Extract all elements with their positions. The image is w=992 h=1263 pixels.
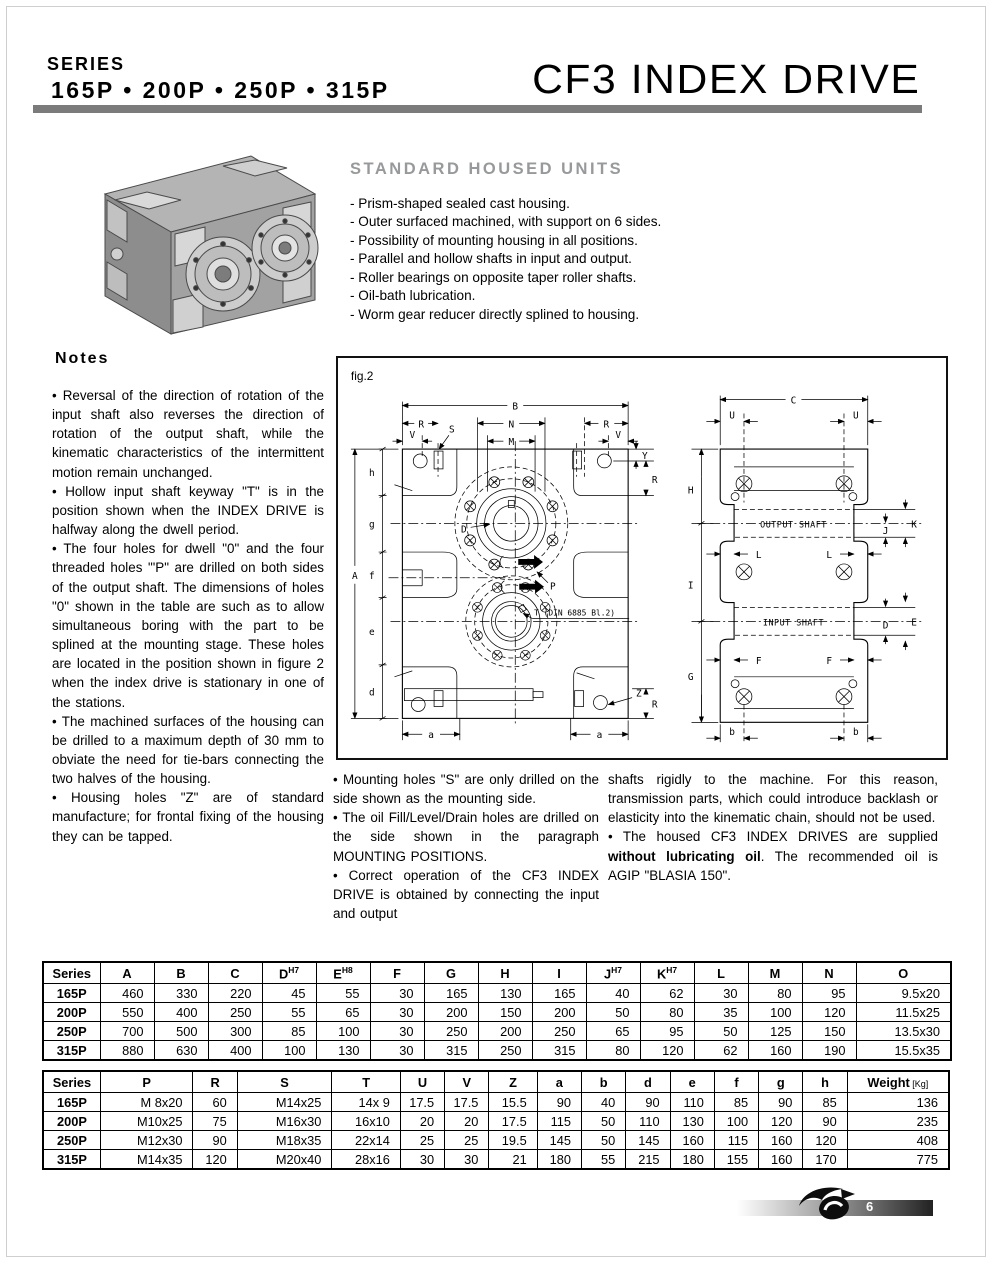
value-cell: 630 bbox=[154, 1041, 208, 1061]
value-cell: 160 bbox=[670, 1131, 714, 1150]
column-header: S bbox=[237, 1071, 332, 1093]
value-cell: 55 bbox=[262, 1003, 316, 1022]
value-cell: 50 bbox=[582, 1112, 626, 1131]
dim-V-left bbox=[392, 430, 432, 457]
dim-A bbox=[351, 449, 399, 718]
dim-label-P: P bbox=[550, 581, 556, 593]
dim-label-R: R bbox=[651, 474, 658, 486]
dim-label-a: a bbox=[596, 730, 603, 742]
dim-a-left bbox=[402, 718, 459, 741]
value-cell: 9.5x20 bbox=[856, 984, 951, 1003]
dim-Y bbox=[613, 441, 654, 469]
text-segment: . The recommended oil is AGIP "BLASIA 150". bbox=[608, 848, 938, 883]
value-cell: 200 bbox=[424, 1003, 478, 1022]
dim-label-a: a bbox=[428, 730, 434, 742]
value-cell: M12x30 bbox=[100, 1131, 193, 1150]
column-header: I bbox=[532, 962, 586, 984]
output-flange-photo bbox=[186, 237, 260, 311]
note-paragraph: • Correct operation of the CF3 INDEX DRIVE is obtained by connecting the input and output bbox=[333, 867, 599, 922]
series-cell: 250P bbox=[43, 1131, 100, 1150]
column-header: M bbox=[748, 962, 802, 984]
front-view bbox=[351, 401, 658, 741]
value-cell: 400 bbox=[208, 1041, 262, 1061]
table-row bbox=[43, 1150, 949, 1170]
dim-label-H: H bbox=[687, 485, 694, 497]
value-cell: 90 bbox=[803, 1112, 847, 1131]
value-cell: 30 bbox=[694, 984, 748, 1003]
value-cell: 40 bbox=[582, 1093, 626, 1112]
column-header: U bbox=[400, 1071, 444, 1093]
value-cell: 14x 9 bbox=[332, 1093, 400, 1112]
note-paragraph: • The oil Fill/Level/Drain holes are drilled on the side shown in the paragraph MOUNTING POSITIONS. bbox=[333, 810, 599, 864]
value-cell: 180 bbox=[537, 1150, 581, 1170]
column-header: Series bbox=[43, 962, 100, 984]
value-cell: 250 bbox=[424, 1022, 478, 1041]
value-cell: 145 bbox=[537, 1131, 581, 1150]
notes-title: Notes bbox=[55, 350, 110, 367]
right-column bbox=[608, 770, 938, 885]
value-cell: 500 bbox=[154, 1022, 208, 1041]
column-header: T bbox=[332, 1071, 400, 1093]
dim-b-right bbox=[830, 705, 881, 743]
feature-item: - Prism-shaped sealed cast housing. bbox=[350, 196, 570, 211]
bold-text-segment: without lubricating oil bbox=[608, 848, 761, 864]
value-cell: 21 bbox=[489, 1150, 537, 1170]
note-paragraph: • The four holes for dwell "0" and the four threaded holes "'P" are drilled on both sides of the output shaft. The dimensions of holes "0" shown in the table are such as to allow simultaneous boring with the part to be splined at the mounting stage. These holes are located in the position shown in figure 2 when the index drive is stationary in one of the stations. bbox=[52, 541, 324, 710]
dim-label-B: B bbox=[512, 401, 519, 413]
value-cell: 408 bbox=[847, 1131, 949, 1150]
series-cell: 250P bbox=[43, 1022, 100, 1041]
dim-label-I: I bbox=[687, 580, 694, 592]
value-cell: 130 bbox=[478, 984, 532, 1003]
dim-chain-hgfed bbox=[369, 447, 387, 720]
value-cell: 215 bbox=[626, 1150, 670, 1170]
value-cell: 115 bbox=[537, 1112, 581, 1131]
value-cell: 250 bbox=[532, 1022, 586, 1041]
column-header: e bbox=[670, 1071, 714, 1093]
dim-R-bottomright bbox=[628, 689, 658, 719]
dim-label-D: D bbox=[460, 524, 467, 536]
column-header: f bbox=[714, 1071, 758, 1093]
value-cell: 65 bbox=[316, 1003, 370, 1022]
value-cell: 130 bbox=[670, 1112, 714, 1131]
value-cell: 95 bbox=[802, 984, 856, 1003]
dim-label-h: h bbox=[369, 467, 375, 479]
value-cell: 17.5 bbox=[400, 1093, 444, 1112]
dim-F-left bbox=[706, 656, 762, 667]
dim-label-Z: Z bbox=[636, 688, 642, 700]
value-cell: 25 bbox=[400, 1131, 444, 1150]
dim-V-right bbox=[598, 430, 638, 457]
mounting-slot bbox=[575, 691, 584, 707]
value-cell: 170 bbox=[803, 1150, 847, 1170]
column-header: g bbox=[759, 1071, 803, 1093]
value-cell: 460 bbox=[100, 984, 154, 1003]
value-cell: 15.5 bbox=[489, 1093, 537, 1112]
value-cell: M16x30 bbox=[237, 1112, 332, 1131]
dim-label-K: K bbox=[911, 519, 917, 531]
column-header: R bbox=[193, 1071, 237, 1093]
dim-a-right bbox=[571, 718, 628, 741]
value-cell: 50 bbox=[586, 1003, 640, 1022]
value-cell: 110 bbox=[626, 1112, 670, 1131]
value-cell: 80 bbox=[640, 1003, 694, 1022]
dim-label-R: R bbox=[603, 419, 610, 431]
value-cell: 100 bbox=[748, 1003, 802, 1022]
keyway-note: T (DIN 6885 Bl.2) bbox=[534, 608, 616, 618]
value-cell: 155 bbox=[714, 1150, 758, 1170]
dim-D-input bbox=[854, 599, 915, 645]
note-paragraph: • Mounting holes "S" are only drilled on the side shown as the mounting side. bbox=[333, 772, 599, 807]
column-header: G bbox=[424, 962, 478, 984]
column-header: F bbox=[370, 962, 424, 984]
value-cell: M20x40 bbox=[237, 1150, 332, 1170]
value-cell: 30 bbox=[400, 1150, 444, 1170]
value-cell: 19.5 bbox=[489, 1131, 537, 1150]
column-header: h bbox=[803, 1071, 847, 1093]
dim-S bbox=[439, 424, 455, 449]
dwell-hole bbox=[411, 698, 425, 712]
series-label: SERIES bbox=[47, 54, 126, 74]
product-photo bbox=[55, 136, 321, 348]
value-cell: 160 bbox=[759, 1150, 803, 1170]
value-cell: 120 bbox=[759, 1112, 803, 1131]
value-cell: 62 bbox=[694, 1041, 748, 1061]
dim-label-M: M bbox=[508, 437, 515, 449]
value-cell: 400 bbox=[154, 1003, 208, 1022]
column-header: N bbox=[802, 962, 856, 984]
value-cell: 120 bbox=[193, 1150, 237, 1170]
dim-label-S: S bbox=[449, 424, 455, 436]
value-cell: 35 bbox=[694, 1003, 748, 1022]
value-cell: 17.5 bbox=[489, 1112, 537, 1131]
value-cell: 200 bbox=[478, 1022, 532, 1041]
series-cell: 200P bbox=[43, 1003, 100, 1022]
dim-label-C: C bbox=[790, 395, 797, 407]
dim-label-b: b bbox=[729, 727, 735, 739]
value-cell: 235 bbox=[847, 1112, 949, 1131]
dim-label-R: R bbox=[651, 699, 658, 711]
note-paragraph: • The machined surfaces of the housing can be drilled to a maximum depth of 30 mm to obviate the need for tie-bars connecting the two halves of the housing. bbox=[52, 713, 324, 787]
output-shaft-label: OUTPUT SHAFT bbox=[760, 519, 827, 530]
series-cell: 200P bbox=[43, 1112, 100, 1131]
value-cell: 62 bbox=[640, 984, 694, 1003]
value-cell: 90 bbox=[626, 1093, 670, 1112]
value-cell: 45 bbox=[262, 984, 316, 1003]
value-cell: 28x16 bbox=[332, 1150, 400, 1170]
column-header: a bbox=[537, 1071, 581, 1093]
rotation-arrows bbox=[500, 555, 544, 594]
feature-item: - Parallel and hollow shafts in input and output. bbox=[350, 251, 632, 267]
value-cell: 190 bbox=[802, 1041, 856, 1061]
dim-C bbox=[720, 396, 868, 446]
dim-label-E: E bbox=[911, 617, 917, 629]
column-header: A bbox=[100, 962, 154, 984]
dwell-hole-z bbox=[593, 696, 607, 710]
dimensions-table-1 bbox=[42, 961, 952, 1061]
dim-b-left bbox=[706, 705, 757, 743]
mounting-slot bbox=[434, 691, 443, 707]
column-header: O bbox=[856, 962, 951, 984]
value-cell: 120 bbox=[802, 1003, 856, 1022]
value-cell: 120 bbox=[640, 1041, 694, 1061]
feature-item: - Roller bearings on opposite taper roller shafts. bbox=[350, 269, 637, 285]
value-cell: 775 bbox=[847, 1150, 949, 1170]
value-cell: 80 bbox=[586, 1041, 640, 1061]
column-header: Weight [Kg] bbox=[847, 1071, 949, 1093]
column-header: P bbox=[100, 1071, 193, 1093]
dim-L-left bbox=[706, 550, 762, 561]
dim-label-Y: Y bbox=[642, 450, 648, 462]
note-paragraph: • Hollow input shaft keyway "T" is in the position shown when the INDEX DRIVE is halfway along the dwell period. bbox=[52, 483, 324, 538]
table-row bbox=[43, 1041, 951, 1061]
value-cell: M 8x20 bbox=[100, 1093, 193, 1112]
value-cell: 22x14 bbox=[332, 1131, 400, 1150]
housing-photo-illustration bbox=[55, 136, 321, 348]
dwell-hole bbox=[597, 454, 611, 468]
value-cell: 700 bbox=[100, 1022, 154, 1041]
column-header: $D^{H7}$ bbox=[262, 962, 316, 984]
value-cell: 25 bbox=[445, 1131, 489, 1150]
dim-label-V: V bbox=[409, 430, 416, 442]
note-paragraph: • Reversal of the direction of rotation of the input shaft also reverses the direction of rotation of the output shaft, while the kinematic characteristics of the intermittent motion remain unchanged. bbox=[52, 388, 324, 480]
note-paragraph: shafts rigidly to the machine. For this reason, transmission parts, which could introduce backlash or elasticity into the kinematic chain, should not be used. bbox=[608, 772, 938, 826]
dim-L-right bbox=[826, 550, 881, 561]
column-header: $K^{H7}$ bbox=[640, 962, 694, 984]
value-cell: 30 bbox=[370, 1003, 424, 1022]
value-cell: 165 bbox=[424, 984, 478, 1003]
dim-label-R: R bbox=[418, 419, 425, 431]
value-cell: M14x25 bbox=[237, 1093, 332, 1112]
figure-label: fig.2 bbox=[350, 368, 374, 383]
value-cell: 30 bbox=[445, 1150, 489, 1170]
value-cell: 85 bbox=[262, 1022, 316, 1041]
value-cell: 60 bbox=[193, 1093, 237, 1112]
input-flange-photo bbox=[252, 215, 318, 281]
value-cell: 95 bbox=[640, 1022, 694, 1041]
table-row bbox=[43, 1131, 949, 1150]
value-cell: 20 bbox=[445, 1112, 489, 1131]
value-cell: 315 bbox=[424, 1041, 478, 1061]
dim-T-keyway bbox=[523, 608, 629, 618]
value-cell: 100 bbox=[316, 1022, 370, 1041]
column-header: H bbox=[478, 962, 532, 984]
value-cell: 11.5x25 bbox=[856, 1003, 951, 1022]
series-cell: 165P bbox=[43, 1093, 100, 1112]
dim-R-left bbox=[402, 419, 438, 430]
feature-item: - Worm gear reducer directly splined to housing. bbox=[350, 306, 640, 322]
series-cell: 315P bbox=[43, 1150, 100, 1170]
figure-2-box bbox=[336, 356, 948, 760]
dim-label-U: U bbox=[853, 410, 859, 422]
value-cell: 50 bbox=[694, 1022, 748, 1041]
value-cell: 330 bbox=[154, 984, 208, 1003]
value-cell: 150 bbox=[802, 1022, 856, 1041]
value-cell: 30 bbox=[370, 1041, 424, 1061]
notes-column bbox=[52, 386, 324, 846]
value-cell: 100 bbox=[714, 1112, 758, 1131]
dim-label-L: L bbox=[755, 550, 762, 561]
table-row bbox=[43, 984, 951, 1003]
column-header: b bbox=[582, 1071, 626, 1093]
dimensions-table-2 bbox=[42, 1070, 950, 1170]
value-cell: M10x25 bbox=[100, 1112, 193, 1131]
dim-M bbox=[488, 435, 536, 491]
value-cell: 145 bbox=[626, 1131, 670, 1150]
column-header: Series bbox=[43, 1071, 100, 1093]
value-cell: 115 bbox=[714, 1131, 758, 1150]
feature-item: - Oil-bath lubrication. bbox=[350, 288, 476, 304]
value-cell: 80 bbox=[748, 984, 802, 1003]
dim-chain-HIG bbox=[688, 449, 718, 722]
value-cell: 30 bbox=[370, 984, 424, 1003]
value-cell: 50 bbox=[582, 1131, 626, 1150]
value-cell: 200 bbox=[532, 1003, 586, 1022]
value-cell: 90 bbox=[193, 1131, 237, 1150]
dim-Z bbox=[608, 689, 642, 705]
section-title: STANDARD HOUSED UNITS bbox=[350, 160, 624, 178]
column-header: d bbox=[626, 1071, 670, 1093]
value-cell: 550 bbox=[100, 1003, 154, 1022]
table-row bbox=[43, 1003, 951, 1022]
value-cell: 20 bbox=[400, 1112, 444, 1131]
note-paragraph: • Housing holes "Z" are of standard manufacture; for frontal fixing of the housing they can be tapped. bbox=[52, 790, 324, 844]
value-cell: 55 bbox=[316, 984, 370, 1003]
standard-housed-units-section bbox=[350, 160, 960, 324]
value-cell: 165 bbox=[532, 984, 586, 1003]
value-cell: 90 bbox=[759, 1093, 803, 1112]
value-cell: 315 bbox=[532, 1041, 586, 1061]
column-header: L bbox=[694, 962, 748, 984]
dim-label-d: d bbox=[369, 687, 375, 699]
value-cell: 136 bbox=[847, 1093, 949, 1112]
mounting-slot bbox=[434, 451, 443, 469]
column-header: $E^{H8}$ bbox=[316, 962, 370, 984]
note-paragraph bbox=[608, 827, 938, 884]
value-cell: 40 bbox=[586, 984, 640, 1003]
value-cell: 65 bbox=[586, 1022, 640, 1041]
side-view bbox=[688, 396, 923, 743]
series-cell: 165P bbox=[43, 984, 100, 1003]
value-cell: 120 bbox=[803, 1131, 847, 1150]
page-number: 6 bbox=[866, 1199, 874, 1214]
series-models: 165P • 200P • 250P • 315P bbox=[51, 77, 390, 103]
dim-label-U: U bbox=[729, 410, 735, 422]
text-segment: • The housed CF3 INDEX DRIVES are supplied bbox=[608, 829, 938, 845]
column-header: B bbox=[154, 962, 208, 984]
value-cell: 130 bbox=[316, 1041, 370, 1061]
feature-list bbox=[350, 195, 960, 324]
dim-R-topright bbox=[628, 461, 658, 496]
value-cell: M18x35 bbox=[237, 1131, 332, 1150]
value-cell: 125 bbox=[748, 1022, 802, 1041]
table-row bbox=[43, 1022, 951, 1041]
value-cell: 55 bbox=[582, 1150, 626, 1170]
dim-label-f: f bbox=[369, 570, 375, 582]
value-cell: 160 bbox=[748, 1041, 802, 1061]
value-cell: 110 bbox=[670, 1093, 714, 1112]
value-cell: 160 bbox=[759, 1131, 803, 1150]
value-cell: 300 bbox=[208, 1022, 262, 1041]
dim-label-e: e bbox=[369, 627, 375, 639]
table-row bbox=[43, 1093, 949, 1112]
dim-F-right bbox=[826, 656, 881, 667]
value-cell: 85 bbox=[803, 1093, 847, 1112]
value-cell: 250 bbox=[478, 1041, 532, 1061]
dim-label-F: F bbox=[755, 655, 762, 667]
column-header: Z bbox=[489, 1071, 537, 1093]
dim-label-G: G bbox=[687, 671, 694, 683]
dim-label-D: D bbox=[882, 620, 889, 632]
series-cell: 315P bbox=[43, 1041, 100, 1061]
value-cell: 15.5x35 bbox=[856, 1041, 951, 1061]
value-cell: 13.5x30 bbox=[856, 1022, 951, 1041]
table-row bbox=[43, 1112, 949, 1131]
dim-label-L: L bbox=[826, 550, 833, 561]
value-cell: 220 bbox=[208, 984, 262, 1003]
value-cell: 180 bbox=[670, 1150, 714, 1170]
feature-item: - Outer surfaced machined, with support on 6 sides. bbox=[350, 214, 662, 230]
column-header: $J^{H7}$ bbox=[586, 962, 640, 984]
value-cell: 16x10 bbox=[332, 1112, 400, 1131]
header-rule bbox=[33, 105, 922, 113]
page-title: CF3 INDEX DRIVE bbox=[531, 56, 920, 102]
dim-label-J: J bbox=[882, 526, 889, 538]
value-cell: 30 bbox=[370, 1022, 424, 1041]
value-cell: 75 bbox=[193, 1112, 237, 1131]
dim-label-F: F bbox=[826, 655, 833, 667]
value-cell: 85 bbox=[714, 1093, 758, 1112]
value-cell: 880 bbox=[100, 1041, 154, 1061]
dwell-hole bbox=[413, 454, 427, 468]
value-cell: 250 bbox=[208, 1003, 262, 1022]
value-cell: 90 bbox=[537, 1093, 581, 1112]
dim-label-A: A bbox=[352, 570, 358, 582]
figure-2-drawing bbox=[338, 358, 946, 758]
middle-column bbox=[333, 770, 599, 923]
value-cell: 150 bbox=[478, 1003, 532, 1022]
input-shaft-label: INPUT SHAFT bbox=[762, 617, 825, 628]
dim-label-g: g bbox=[369, 519, 375, 531]
value-cell: M14x35 bbox=[100, 1150, 193, 1170]
column-header: V bbox=[445, 1071, 489, 1093]
dim-label-N: N bbox=[508, 419, 515, 431]
brand-logo-icon bbox=[795, 1182, 857, 1224]
dim-label-V: V bbox=[615, 430, 622, 442]
column-header: C bbox=[208, 962, 262, 984]
value-cell: 100 bbox=[262, 1041, 316, 1061]
value-cell: 17.5 bbox=[445, 1093, 489, 1112]
dim-label-b: b bbox=[853, 727, 859, 739]
feature-item: - Possibility of mounting housing in all positions. bbox=[350, 232, 638, 248]
